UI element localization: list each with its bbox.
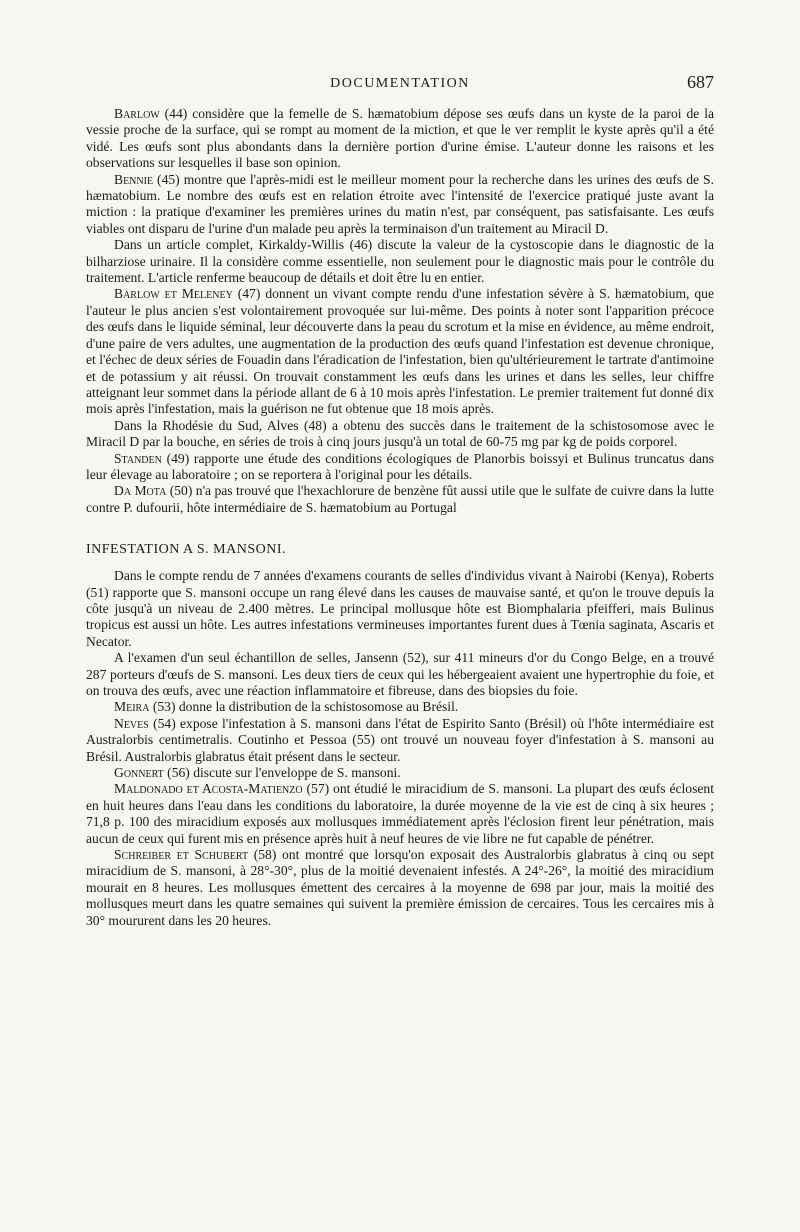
author-name: Neves <box>114 715 149 731</box>
paragraph <box>86 106 714 172</box>
paragraph-text: (58) ont montré que lorsqu'on exposait des Australorbis glabratus à cinq ou sept miracidium de S. mansoni, à 28°-30°, plus de la moitié devenaient infestés. A 24°-26°, la moitié des miracidium mourait en 8 heures. Les mollusques émettent des cercaires à la moyenne de 698 par jour, mais la moitié des mollusques meurt dans les quatre semaines qui suivent la première émission de cercaires. Tous les cercaires mis à 30° moururent dans les 20 heures. <box>86 847 714 928</box>
author-name: Barlow et Meleney <box>114 286 233 302</box>
paragraph <box>86 847 714 929</box>
paragraph <box>86 781 714 847</box>
paragraph-text: (54) expose l'infestation à S. mansoni dans l'état de Espirito Santo (Brésil) où l'hôte intermédiaire est Australorbis centimetralis. Coutinho et Pessoa (55) ont trouvé un nouveau foyer d'infestation à S. mansoni au Brésil. Australorbis glabratus était présent dans le secteur. <box>86 715 714 764</box>
page-number: 687 <box>687 72 714 92</box>
paragraph <box>86 451 714 484</box>
paragraph-text: Dans un article complet, Kirkaldy-Willis (46) discute la valeur de la cystoscopie dans le diagnostic de la bilharziose urinaire. Il la considère comme essentielle, non seulement pour le diagnostic mais pour le contrôle du traitement. L'article renferme beaucoup de détails et doit être lu en entier. <box>86 237 714 286</box>
paragraph <box>86 418 714 451</box>
running-title: DOCUMENTATION <box>330 76 470 91</box>
paragraph-text: (45) montre que l'après-midi est le meilleur moment pour la recherche dans les urines des œufs de S. hæmatobium. Le nombre des œufs est en relation étroite avec l'intensité de l'exercice pratiqué juste avant la miction : la pratique d'examiner les premières urines du matin n'est, par conséquent, pas satisfaisante. Les œufs viables ont disparu de l'urine d'un malade peu après la terminaison d'un traitement au Miracil D. <box>86 171 714 236</box>
author-name: Da Mota <box>114 483 167 499</box>
author-name: Schreiber et Schubert <box>114 847 249 863</box>
paragraph <box>86 650 714 699</box>
paragraph <box>86 716 714 765</box>
paragraph <box>86 286 714 417</box>
author-name: Meira <box>114 699 150 715</box>
section-title: INFESTATION A S. MANSONI. <box>86 542 287 558</box>
page-header <box>86 72 714 96</box>
author-name: Standen <box>114 450 162 466</box>
paragraphs-before <box>86 106 714 516</box>
paragraph-text: (53) donne la distribution de la schistosomose au Brésil. <box>149 699 459 715</box>
paragraph <box>86 568 714 650</box>
paragraph-text: (44) considère que la femelle de S. hæmatobium dépose ses œufs dans un kyste de la paroi de la vessie proche de la surface, qui se rompt au moment de la miction, et que le ver remplit le kyste après qu'il a été vidé. Les œufs sont plus abondants dans la dernière portion d'urine émise. L'auteur donne les raisons et les observations sur lesquelles il base son opinion. <box>86 106 714 171</box>
paragraph-text: A l'examen d'un seul échantillon de selles, Jansenn (52), sur 411 mineurs d'or du Congo Belge, en a trouvé 287 porteurs d'œufs de S. mansoni. Les deux tiers de ceux qui les hébergeaient avaient une hypertrophie du foie, et on trouva des œufs, avec une réaction inflammatoire et fibreuse, dans des biopsies du foie. <box>86 650 714 698</box>
author-name: Maldonado et Acosta-Matienzo <box>114 781 303 797</box>
author-name: Gonnert <box>114 765 164 781</box>
article-body <box>86 106 714 929</box>
paragraph <box>86 172 714 238</box>
paragraph-text: (57) ont étudié le miracidium de S. mansoni. La plupart des œufs éclosent en huit heures dans l'eau dans les conditions du laboratoire, la durée moyenne de la vie est de cinq à six heures ; 71,8 p. 100 des miracidium exposés aux mollusques immédiatement après l'éclosion firent leur pénétration, mais aucun de ceux qui furent mis en présence après huit à neuf heures de vie libre ne fut capable de pénétrer. <box>86 781 714 846</box>
paragraph <box>86 765 714 781</box>
paragraphs-after <box>86 568 714 929</box>
paragraph <box>86 699 714 715</box>
paragraph-text: (49) rapporte une étude des conditions écologiques de Planorbis boissyi et Bulinus truncatus dans leur élevage au laboratoire ; on se reportera à l'original pour les détails. <box>86 450 714 482</box>
paragraph <box>86 483 714 516</box>
paragraph-text: (47) donnent un vivant compte rendu d'une infestation sévère à S. hæmatobium, que l'auteur le plus ancien s'est volontairement provoquée sur lui-même. Des points à noter sont l'apparition précoce des œufs dans le liquide séminal, leur découverte dans la peau du scrotum et la mise en évidence, au même endroit, d'une paire de vers adultes, une augmentation de la production des œufs quand l'infestation est devenue chronique, et l'échec de deux séries de Fouadin dans l'éradication de l'infestation, bien qu'ultérieurement le tartrate d'antimoine et de potassium y ait réussi. On trouvait constamment les œufs dans les urines et dans les selles, leur chiffre atteignant leur sommet dans la période allant de 6 à 10 mois après l'infestation. Le premier traitement fut donné dix mois après l'infestation, mais la guérison ne fut obtenue que 18 mois après. <box>86 286 714 417</box>
paragraph-text: (56) discute sur l'enveloppe de S. mansoni. <box>163 765 401 781</box>
paragraph-text: Dans la Rhodésie du Sud, Alves (48) a obtenu des succès dans le traitement de la schistosomose avec le Miracil D par la bouche, en séries de trois à cinq jours jusqu'à un total de 60-75 mg par kg de poids corporel. <box>86 417 714 450</box>
paragraph <box>86 237 714 286</box>
author-name: Bennie <box>114 171 154 187</box>
paragraph-text: (50) n'a pas trouvé que l'hexachlorure de benzène fût aussi utile que le sulfate de cuivre dans la lutte contre P. dufourii, hôte intermédiaire de S. hæmatobium au Portugal <box>86 483 714 515</box>
paragraph-text: Dans le compte rendu de 7 années d'examens courants de selles d'individus vivant à Nairobi (Kenya), Roberts (51) rapporte que S. mansoni occupe un rang élevé dans les causes de mauvaise santé, et qu'on le trouve depuis la côte jusqu'à un niveau de 2.400 mètres. Le principal mollusque hôte est Biomphalaria pfeifferi, mais Bulinus tropicus est aussi un hôte. Les autres infestations vermineuses importantes furent dues à Tœnia saginata, Ascaris et Necator. <box>86 568 714 649</box>
author-name: Barlow <box>114 106 160 121</box>
